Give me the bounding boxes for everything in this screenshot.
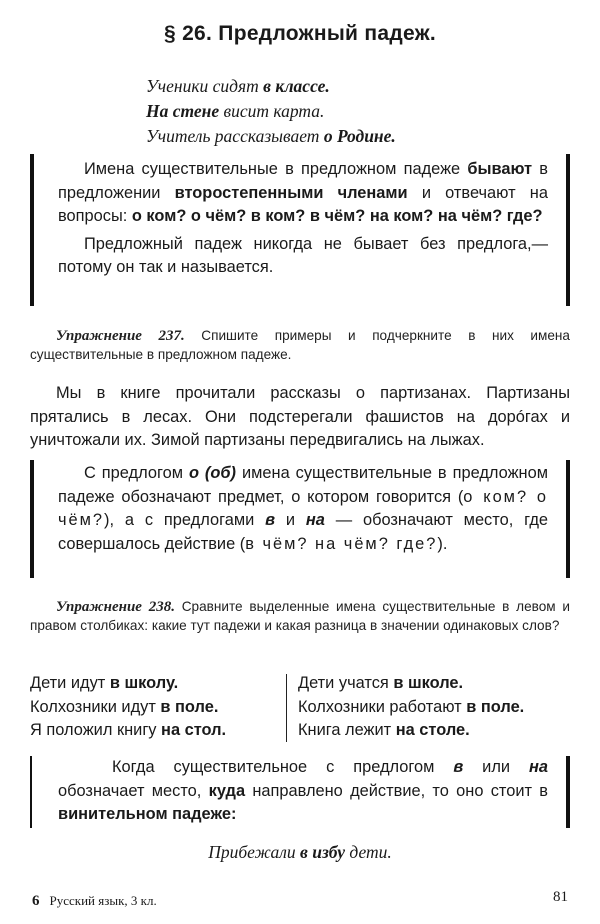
rule-bar-left [30,154,34,306]
rule-3-paragraph: Когда существительное с предлогом в или на обозначает место, куда направлено действие, то оно стоит в винительном падеже: [58,758,548,823]
book-title: Русский язык, 3 кл. [49,893,157,908]
example-line-1: Ученики сидят в классе. [146,76,330,96]
rule-text-2 [58,462,548,556]
rule-bar-right [566,154,570,306]
rule-1-paragraph-1: Имена существительные в предложном падеже бывают в предложении второстепенными членами и отвечают на вопросы: о ком? о чём? в ком? в чём? на ком? на чём? где? [58,160,548,225]
exercise-number: Упражнение 238. [56,599,175,615]
left-column-line: Колхозники идут в поле. [30,697,219,716]
rule-box-2 [30,460,570,578]
rule-text-3 [58,756,548,827]
rule-bar-right [566,460,570,578]
rule-2-paragraph: С предлогом о (об) имена существительные в предложном падеже обозначают предмет, о котором говорится (о ком? о чём?), а с предлогами в и на — обозначают место, где совершалось действие (в чём? на чём? где?). [58,464,549,553]
page-number: 81 [553,889,568,905]
rule-box-1 [30,154,570,306]
right-column-line: Книга лежит на столе. [298,721,470,739]
right-column [298,672,578,743]
rule-bar-left [30,460,34,578]
exercise-237-instruction: Упражнение 237. Спишите примеры и подчеркните в них имена существительные в предложном падеже. [30,328,570,362]
right-column-line: Колхозники работают в поле. [298,697,525,716]
exercise-237-text: Мы в книге прочитали рассказы о партизанах. Партизаны прятались в лесах. Они подстерегали фашистов на дорóгах и уничтожали их. Зимой партизаны передвигались на лыжах. [30,384,570,449]
right-column-line: Дети учатся в школе. [298,674,464,692]
exercise-number: Упражнение 237. [56,328,185,344]
comparison-columns [30,672,570,744]
rule-bar-left [30,756,32,828]
left-column [30,672,280,743]
rule-1-paragraph-2: Предложный падеж никогда не бывает без предлога,— потому он так и называется. [58,234,548,276]
column-divider [286,674,287,742]
closing-example: Прибежали в избу дети. [208,842,392,862]
example-line-3: Учитель рассказывает о Родине. [146,126,396,146]
rule-text-1 [58,158,548,280]
signature-number: 6 [32,893,40,909]
left-column-line: Я положил книгу на стол. [30,721,227,739]
page-footer-signature [32,893,157,910]
exercise-238-instruction: Упражнение 238. Сравните выделенные имена существительные в левом и правом столбиках: какие тут падежи и какая разница в значении одинаковых слов? [30,599,570,633]
example-line-2: На стене висит карта. [146,101,325,121]
rule-box-3 [30,756,570,828]
page-title: § 26. Предложный падеж. [163,22,437,45]
left-column-line: Дети идут в школу. [30,674,179,692]
example-sentences [146,74,396,149]
rule-bar-right [566,756,570,828]
